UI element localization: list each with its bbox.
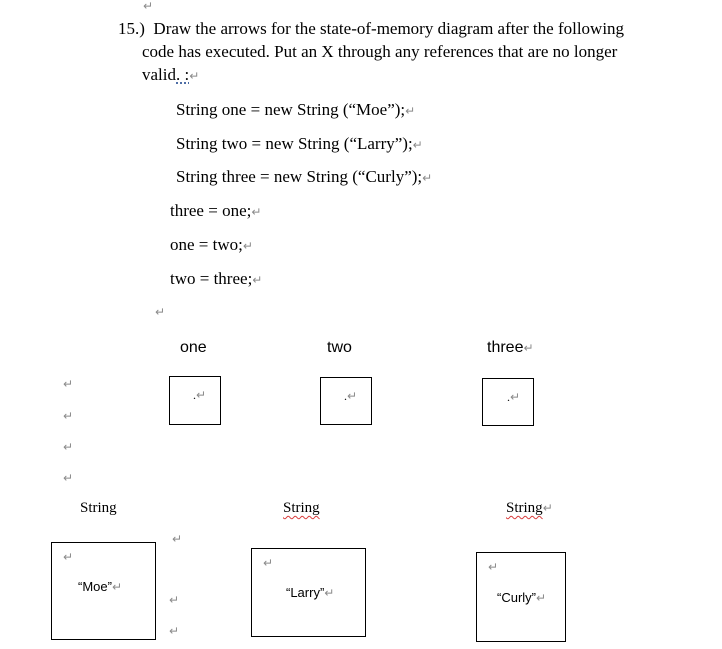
object-type-label-curly: String↵ [506, 500, 553, 516]
reference-box-one[interactable]: .↵ [169, 376, 221, 425]
paragraph-mark: ↵ [63, 409, 74, 423]
question-text-valid: valid [142, 65, 176, 84]
paragraph-mark: ↵ [63, 377, 74, 391]
paragraph-mark: ↵ [169, 624, 180, 638]
variable-label-three: three↵ [487, 339, 534, 356]
object-value-moe: “Moe” [78, 579, 112, 594]
object-value-curly: “Curly” [497, 590, 536, 605]
object-type-label-larry: String [283, 500, 320, 516]
paragraph-mark: ↵ [172, 532, 183, 546]
return-mark: ↵ [189, 69, 200, 83]
string-object-larry[interactable]: ↵ “Larry”↵ [251, 548, 366, 637]
object-type-label-moe: String [80, 500, 117, 516]
string-object-curly[interactable]: ↵ “Curly”↵ [476, 552, 566, 642]
reference-box-two[interactable]: .↵ [320, 377, 372, 425]
paragraph-mark: ↵ [143, 0, 154, 13]
code-line: one = two;↵ [170, 235, 253, 254]
code-line: String two = new String (“Larry”);↵ [176, 134, 423, 153]
string-object-moe[interactable]: ↵ “Moe”↵ [51, 542, 156, 640]
question-line-1 [118, 17, 624, 40]
code-line: two = three;↵ [170, 269, 263, 288]
question-number: 15.) [118, 19, 145, 38]
question-text-colon: . : [176, 65, 190, 84]
variable-label-two: two [327, 339, 352, 356]
code-line: String one = new String (“Moe”);↵ [176, 100, 416, 119]
question-text-line-1: Draw the arrows for the state-of-memory diagram after the following [153, 19, 625, 38]
code-line: three = one;↵ [170, 201, 262, 220]
reference-box-three[interactable]: .↵ [482, 378, 534, 426]
variable-label-one: one [180, 339, 207, 356]
question-line-3 [142, 63, 199, 86]
object-value-larry: “Larry” [286, 585, 325, 600]
question-text-line-2: code has executed. Put an X through any references that are no longer [142, 42, 618, 61]
paragraph-mark: ↵ [169, 593, 180, 607]
paragraph-mark: ↵ [63, 440, 74, 454]
paragraph-mark: ↵ [63, 471, 74, 485]
code-line: String three = new String (“Curly”);↵ [176, 167, 433, 186]
paragraph-mark: ↵ [155, 305, 166, 319]
